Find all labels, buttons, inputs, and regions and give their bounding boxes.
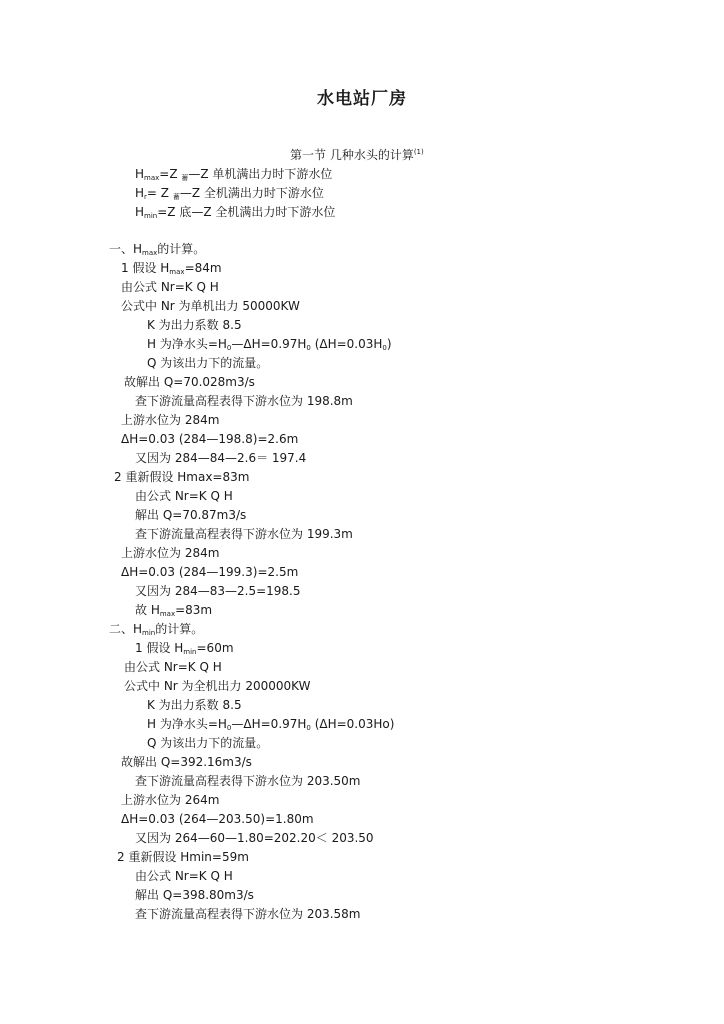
part2-lookup: 查下游流量高程表得下游水位为 203.50m xyxy=(135,774,361,788)
part2-heading xyxy=(109,622,203,640)
heading-text-2: 的计算。 xyxy=(157,242,206,256)
part2-solve2: 解出 Q=398.80m3/s xyxy=(135,888,254,902)
part1-delta-h: ΔH=0.03 (284—198.8)=2.6m xyxy=(121,432,299,446)
step-subscript: max xyxy=(169,268,185,276)
heading-text: 二、H xyxy=(109,622,143,636)
def-symbol: H xyxy=(135,205,145,219)
part1-solve2: 解出 Q=70.87m3/s xyxy=(135,508,247,522)
h-sub: 0 xyxy=(226,724,232,732)
part1-formula2: 由公式 Nr=K Q H xyxy=(135,489,233,503)
part2-q: Q 为该出力下的流量。 xyxy=(147,736,269,750)
h-text-2: —ΔH=0.97H xyxy=(231,337,307,351)
h-text-4: ) xyxy=(386,337,392,351)
section-heading-text: 第一节 几种水头的计算 xyxy=(290,148,414,162)
def-text-2: —Z 全机满出力时下游水位 xyxy=(179,186,324,200)
part1-step1 xyxy=(121,261,222,279)
step-text: 1 假设 H xyxy=(135,641,184,655)
def-symbol: H xyxy=(135,167,145,181)
part2-delta-h: ΔH=0.03 (264—203.50)=1.80m xyxy=(121,812,314,826)
def-text-2: —Z 单机满出力时下游水位 xyxy=(188,167,333,181)
heading-text: 一、H xyxy=(109,242,143,256)
part2-h xyxy=(147,717,394,735)
h-sub-2: 0 xyxy=(306,344,311,352)
part1-because: 又因为 284—84—2.6＝ 197.4 xyxy=(135,451,307,465)
section-heading xyxy=(290,146,424,163)
step-subscript: min xyxy=(183,648,197,656)
definition-hmin xyxy=(135,205,335,223)
result-text: 故 H xyxy=(135,603,160,617)
part2-formula: 由公式 Nr=K Q H xyxy=(124,660,222,674)
h-sub-3: 0 xyxy=(382,344,387,352)
result-text-2: =83m xyxy=(175,603,213,617)
part1-heading xyxy=(109,242,205,260)
h-text-3: (ΔH=0.03H xyxy=(310,337,383,351)
part2-k: K 为出力系数 8.5 xyxy=(147,698,242,712)
part1-result xyxy=(135,603,212,621)
def-text: =Z xyxy=(159,167,182,181)
part2-because: 又因为 264—60—1.80=202.20＜ 203.50 xyxy=(135,831,374,845)
part2-lookup2: 查下游流量高程表得下游水位为 203.58m xyxy=(135,907,361,921)
part1-upstream2: 上游水位为 284m xyxy=(121,546,220,560)
part1-h xyxy=(147,337,392,355)
part2-solve: 故解出 Q=392.16m3/s xyxy=(121,755,252,769)
h-text: H 为净水头=H xyxy=(147,717,227,731)
part2-step2: 2 重新假设 Hmin=59m xyxy=(117,850,249,864)
footnote-mark: (1) xyxy=(413,148,424,156)
def-subscript-2: 蓄 xyxy=(181,174,189,182)
part1-k: K 为出力系数 8.5 xyxy=(147,318,242,332)
def-symbol: H xyxy=(135,186,145,200)
page-title: 水电站厂房 xyxy=(317,89,407,109)
heading-subscript: max xyxy=(142,249,158,257)
definition-hmax xyxy=(135,167,332,185)
def-text: =Z 底—Z 全机满出力时下游水位 xyxy=(157,205,336,219)
def-subscript: max xyxy=(144,174,160,182)
part2-formula2: 由公式 Nr=K Q H xyxy=(135,869,233,883)
def-text: = Z xyxy=(146,186,173,200)
part1-because2: 又因为 284—83—2.5=198.5 xyxy=(135,584,301,598)
part2-upstream: 上游水位为 264m xyxy=(121,793,220,807)
def-subscript: min xyxy=(144,212,158,220)
part1-delta-h2: ΔH=0.03 (284—199.3)=2.5m xyxy=(121,565,299,579)
result-subscript: max xyxy=(159,610,176,618)
part1-lookup2: 查下游流量高程表得下游水位为 199.3m xyxy=(135,527,353,541)
part1-upstream: 上游水位为 284m xyxy=(121,413,220,427)
heading-text-2: 的计算。 xyxy=(155,622,204,636)
part2-nr: 公式中 Nr 为全机出力 200000KW xyxy=(124,679,311,693)
h-sub-2: 0 xyxy=(306,724,311,732)
part1-formula: 由公式 Nr=K Q H xyxy=(121,280,219,294)
step-text: 1 假设 H xyxy=(121,261,170,275)
part1-lookup: 查下游流量高程表得下游水位为 198.8m xyxy=(135,394,353,408)
definition-hr xyxy=(135,186,324,204)
part1-step2: 2 重新假设 Hmax=83m xyxy=(114,470,250,484)
h-text-2: —ΔH=0.97H xyxy=(231,717,307,731)
h-text: H 为净水头=H xyxy=(147,337,227,351)
part2-step1 xyxy=(135,641,234,659)
heading-subscript: min xyxy=(142,629,156,637)
part1-q: Q 为该出力下的流量。 xyxy=(147,356,269,370)
part1-nr: 公式中 Nr 为单机出力 50000KW xyxy=(121,299,300,313)
part1-solve: 故解出 Q=70.028m3/s xyxy=(124,375,255,389)
h-sub: 0 xyxy=(226,344,232,352)
step-text-2: =84m xyxy=(184,261,222,275)
def-subscript: r xyxy=(144,193,147,201)
step-text-2: =60m xyxy=(196,641,234,655)
h-text-3: (ΔH=0.03Ho) xyxy=(310,717,395,731)
def-subscript-2: 蓄 xyxy=(172,193,180,201)
